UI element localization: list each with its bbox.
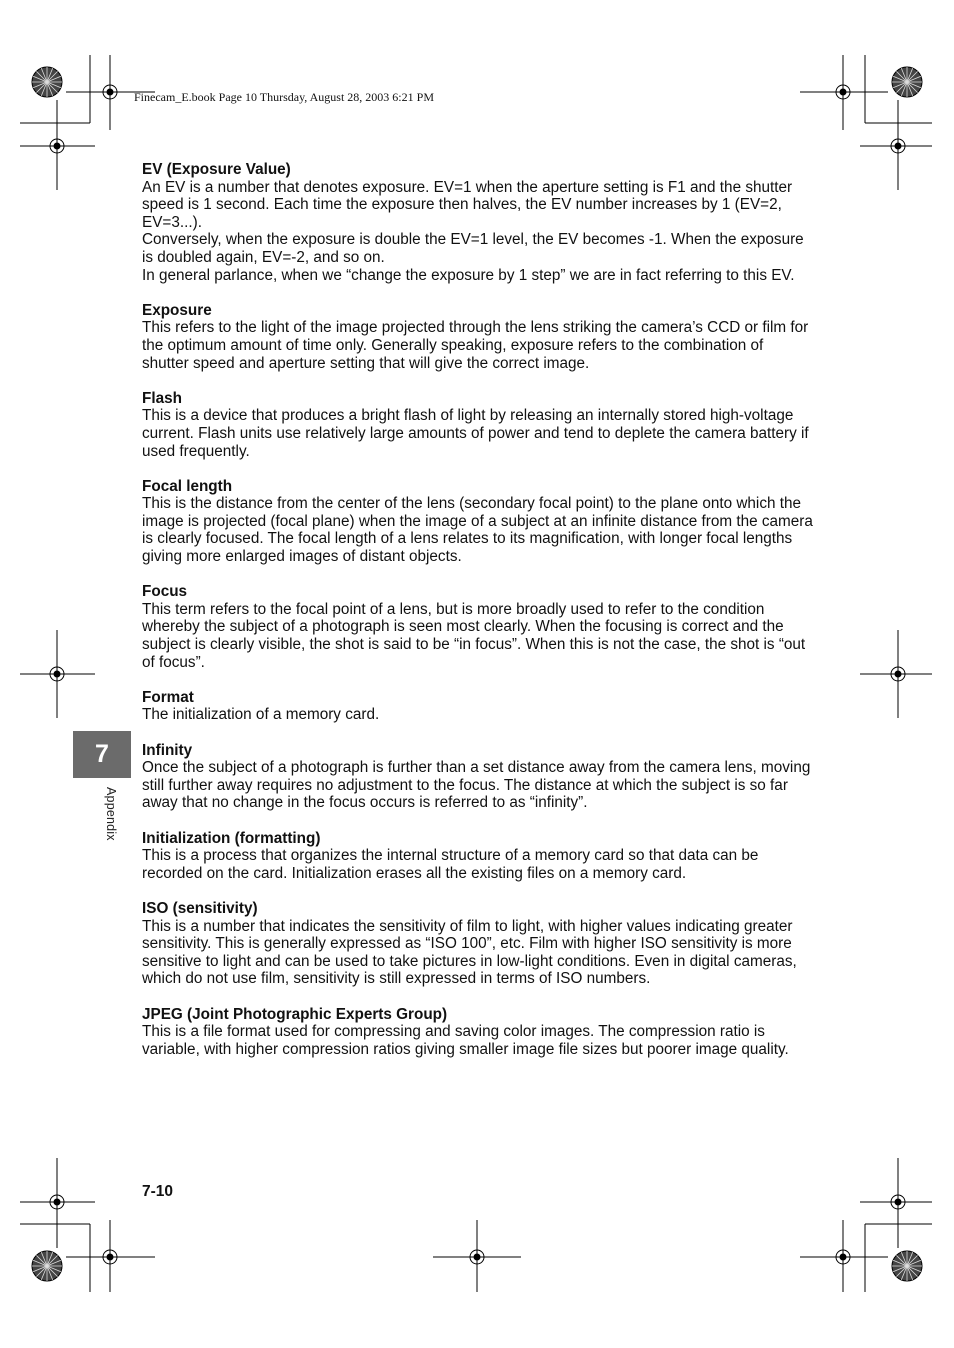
glossary-entry-flash (142, 390, 814, 460)
glossary-entry-exposure (142, 302, 814, 372)
glossary-term: EV (Exposure Value) (142, 161, 291, 178)
registration-starburst-icon (892, 67, 922, 97)
glossary-entry-iso (142, 900, 814, 988)
definition-paragraph: This term refers to the focal point of a lens, but is more broadly used to refer to the condition whereby the subject of a photograph is seen most clearly. When the focusing is correct and the subject is clearly visible, the shot is said to be “in focus”. When this is not the case, the shot is “out of focus”. (142, 600, 806, 671)
definition-paragraph: Once the subject of a photograph is further than a set distance away from the camera lens, moving still further away requires no adjustment to the focus. The distance at which the subject is so far away that no change in the focus occurs is referred to as “infinity”. (142, 759, 811, 812)
definition-paragraph: This is a process that organizes the internal structure of a memory card so that data can be recorded on the card. Initialization erases all the existing files on a memory card. (142, 847, 759, 882)
chapter-label: Appendix (104, 787, 118, 841)
glossary-term: Exposure (142, 301, 212, 319)
glossary-definition (142, 847, 814, 882)
glossary-entry-focus (142, 583, 814, 671)
glossary-entry-initialization (142, 830, 814, 883)
glossary-term: JPEG (Joint Photographic Experts Group) (142, 1005, 448, 1023)
definition-paragraph: Conversely, when the exposure is double the EV=1 level, the EV becomes -1. When the exposure is doubled again, EV=-2, and so on. (142, 231, 804, 266)
registration-starburst-icon (32, 67, 62, 97)
glossary-term: Focus (142, 583, 188, 601)
chapter-tab (73, 731, 131, 778)
glossary-entry-focal-length (142, 478, 814, 566)
glossary-entry-infinity (142, 742, 814, 812)
definition-paragraph: This is a device that produces a bright flash of light by releasing an internally stored high-voltage current. Flash units use relatively large amounts of power and tend to deplete the camera battery if used frequently. (142, 407, 809, 460)
glossary-entry-jpeg (142, 1006, 814, 1059)
glossary-definition (142, 706, 814, 724)
glossary-definition (142, 495, 814, 565)
glossary-definition (142, 179, 814, 285)
glossary-entry-format (142, 689, 814, 724)
definition-paragraph: The initialization of a memory card. (142, 706, 380, 724)
definition-paragraph: This is a file format used for compressing and saving color images. The compression ratio is variable, with higher compression ratios giving smaller image file sizes but poorer image quality. (142, 1023, 789, 1058)
definition-paragraph: An EV is a number that denotes exposure. EV=1 when the aperture setting is F1 and the shutter speed is 1 second. Each time the exposure then halves, the EV number increases by 1 (EV=2, EV=3...). (142, 178, 793, 231)
glossary-definition (142, 601, 814, 671)
registration-starburst-icon (892, 1251, 922, 1281)
glossary-definition (142, 918, 814, 988)
glossary-term: Infinity (142, 741, 193, 759)
definition-paragraph: This is the distance from the center of the lens (secondary focal point) to the plane onto which the image is projected (focal plane) when the image of a subject at an infinite distance from the camera is clearly focused. The focal length of a lens relates to its magnification, with longer focal lengths giving more enlarged images of distant objects. (142, 495, 813, 566)
definition-paragraph: In general parlance, when we “change the exposure by 1 step” we are in fact referring to this EV. (142, 266, 795, 284)
chapter-number: 7 (95, 740, 109, 768)
glossary-definition (142, 1023, 814, 1058)
glossary-definition (142, 759, 814, 812)
definition-paragraph: This is a number that indicates the sensitivity of film to light, with higher values indicating greater sensitivity. This is generally expressed as “ISO 100”, etc. Film with higher ISO sensitivity is more sensitive to light and can be used to take pictures in low-light conditions. Even in digital cameras, which do not use film, sensitivity is still expressed in terms of ISO numbers. (142, 917, 797, 988)
glossary-term: Flash (142, 389, 182, 407)
glossary-term: ISO (sensitivity) (142, 899, 258, 917)
glossary-term: Format (142, 688, 194, 706)
glossary-definition (142, 319, 814, 372)
registration-starburst-icon (32, 1251, 62, 1281)
glossary-term: Focal length (142, 477, 233, 495)
glossary-entry-ev (142, 161, 814, 284)
page-number: 7-10 (142, 1183, 174, 1200)
glossary-content (142, 161, 814, 1076)
glossary-term: Initialization (formatting) (142, 829, 321, 847)
glossary-definition (142, 407, 814, 460)
definition-paragraph: This refers to the light of the image projected through the lens striking the camera’s CCD or film for the optimum amount of time only. Generally speaking, exposure refers to the combination of shutter speed and aperture setting that will give the correct image. (142, 319, 809, 372)
print-header-line: Finecam_E.book Page 10 Thursday, August 28, 2003 6:21 PM (134, 90, 434, 104)
